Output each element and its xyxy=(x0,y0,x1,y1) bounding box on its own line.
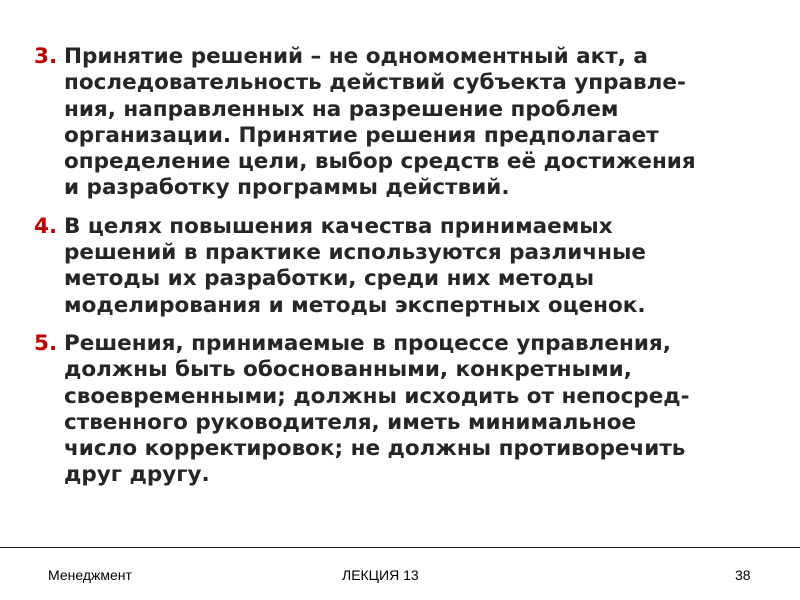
text-line: определение цели, выбор средств её достижения xyxy=(64,149,696,175)
text-line: должны быть обоснованными, конкретными, xyxy=(64,357,632,383)
list-item-3 xyxy=(34,44,774,202)
item-text xyxy=(64,331,774,489)
footer-lecture-label: ЛЕКЦИЯ 13 xyxy=(342,567,419,583)
item-text xyxy=(64,214,774,319)
page-number: 38 xyxy=(735,567,751,583)
text-line: число корректировок; не должны противоречить xyxy=(64,436,686,462)
list-item-4 xyxy=(34,214,774,319)
text-line: и разработку программы действий. xyxy=(64,175,510,201)
text-line: своевременными; должны исходить от непосред- xyxy=(64,383,690,409)
text-line: Принятие решений – не одномоментный акт, а xyxy=(64,44,648,69)
text-line: организации. Принятие решения предполагает xyxy=(64,122,659,148)
item-number: 5. xyxy=(34,330,58,356)
text-line: ственного руководителя, иметь минимальное xyxy=(64,409,637,435)
item-text xyxy=(64,44,774,202)
slide-content xyxy=(34,44,774,501)
text-line: В целях повышения качества принимаемых xyxy=(64,213,613,239)
text-line: ния, направленных на разрешение проблем xyxy=(64,96,619,122)
text-line: решений в практике используются различные xyxy=(64,240,647,266)
item-number: 3. xyxy=(34,44,58,69)
text-line: методы их разработки, среди них методы xyxy=(64,266,595,292)
text-line: моделирования и методы экспертных оценок. xyxy=(64,292,646,318)
item-number: 4. xyxy=(34,213,58,239)
footer-divider xyxy=(0,547,800,548)
text-line: друг другу. xyxy=(64,462,210,488)
text-line: последовательность действий субъекта управле- xyxy=(64,70,686,96)
text-line: Решения, принимаемые в процессе управления, xyxy=(64,330,671,356)
list-item-5 xyxy=(34,331,774,489)
footer-course-title: Менеджмент xyxy=(48,567,132,583)
